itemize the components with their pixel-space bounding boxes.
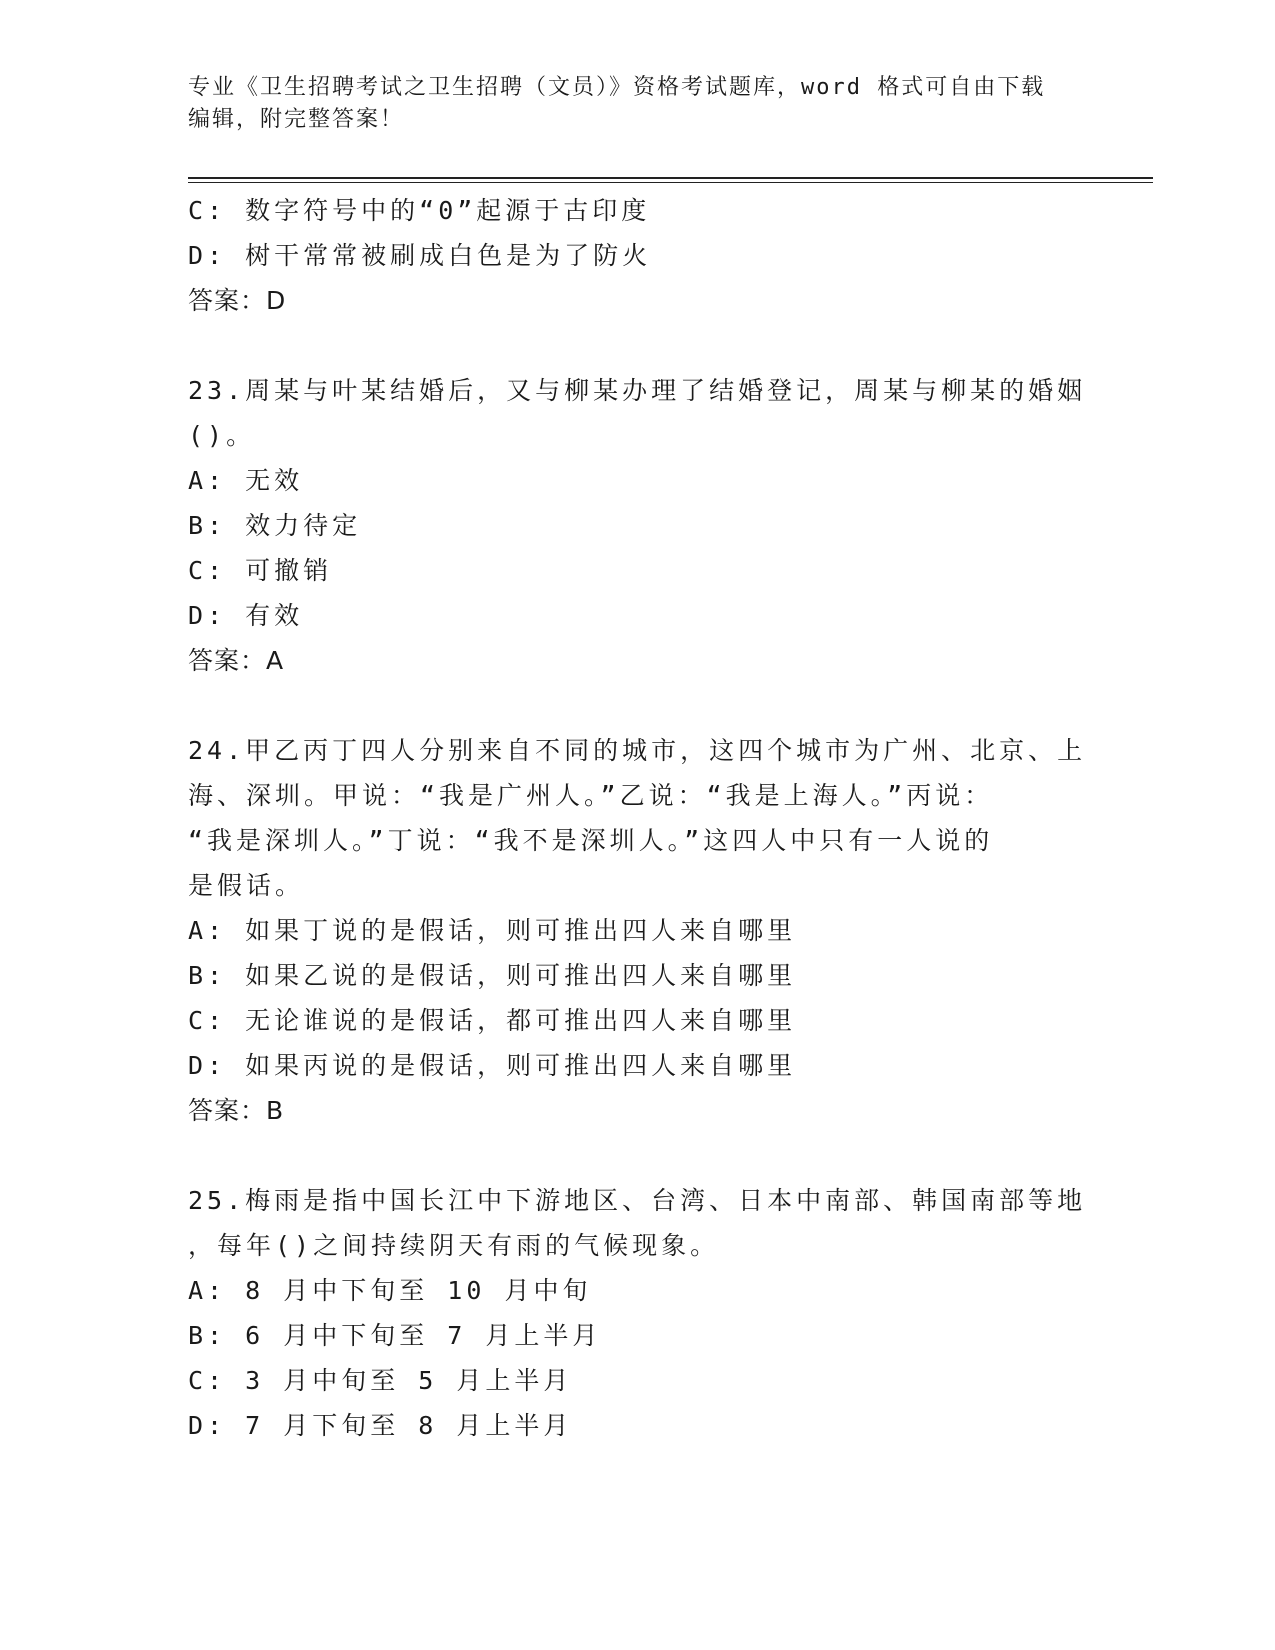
option-a: A: 如果丁说的是假话，则可推出四人来自哪里	[188, 916, 797, 945]
question-stem-line: “我是深圳人。”丁说：“我不是深圳人。”这四人中只有一人说的	[188, 826, 994, 855]
option-d: D: 树干常常被刷成白色是为了防火	[188, 241, 652, 270]
option-d: D: 有效	[188, 601, 304, 630]
answer-line: 答案：A	[188, 646, 285, 675]
header-line-1: 专业《卫生招聘考试之卫生招聘（文员）》资格考试题库，word 格式可自由下载	[188, 75, 1046, 100]
document-header	[188, 72, 1088, 136]
option-c: C: 可撤销	[188, 556, 333, 585]
header-divider-thin	[188, 182, 1153, 183]
option-c: C: 无论谁说的是假话，都可推出四人来自哪里	[188, 1006, 797, 1035]
spacer	[188, 323, 1088, 368]
option-b: B: 如果乙说的是假话，则可推出四人来自哪里	[188, 961, 797, 990]
question-24	[188, 728, 1088, 1133]
question-22-tail	[188, 188, 1088, 323]
question-stem-line: 是假话。	[188, 871, 305, 900]
option-b: B: 6 月中下旬至 7 月上半月	[188, 1321, 602, 1350]
question-23	[188, 368, 1088, 683]
question-25	[188, 1178, 1088, 1448]
spacer	[188, 683, 1088, 728]
option-c: C: 数字符号中的“0”起源于古印度	[188, 196, 651, 225]
answer-line: 答案：B	[188, 1096, 285, 1125]
option-d: D: 如果丙说的是假话，则可推出四人来自哪里	[188, 1051, 797, 1080]
option-a: A: 8 月中下旬至 10 月中旬	[188, 1276, 592, 1305]
answer-line: 答案：D	[188, 286, 287, 315]
option-d: D: 7 月下旬至 8 月上半月	[188, 1411, 573, 1440]
question-stem-line: 24.甲乙丙丁四人分别来自不同的城市，这四个城市为广州、北京、上	[188, 736, 1087, 765]
question-stem-line: 海、深圳。甲说：“我是广州人。”乙说：“我是上海人。”丙说：	[188, 781, 994, 810]
header-line-2: 编辑，附完整答案！	[188, 107, 405, 132]
option-c: C: 3 月中旬至 5 月上半月	[188, 1366, 573, 1395]
option-a: A: 无效	[188, 466, 304, 495]
question-stem-line: 25.梅雨是指中国长江中下游地区、台湾、日本中南部、韩国南部等地	[188, 1186, 1087, 1215]
question-stem-line: ，每年()之间持续阴天有雨的气候现象。	[188, 1231, 720, 1260]
question-stem-line: ()。	[188, 421, 256, 450]
option-b: B: 效力待定	[188, 511, 362, 540]
spacer	[188, 1133, 1088, 1178]
header-divider-thick	[188, 177, 1153, 179]
question-stem-line: 23.周某与叶某结婚后，又与柳某办理了结婚登记，周某与柳某的婚姻	[188, 376, 1087, 405]
question-list	[188, 188, 1088, 1448]
